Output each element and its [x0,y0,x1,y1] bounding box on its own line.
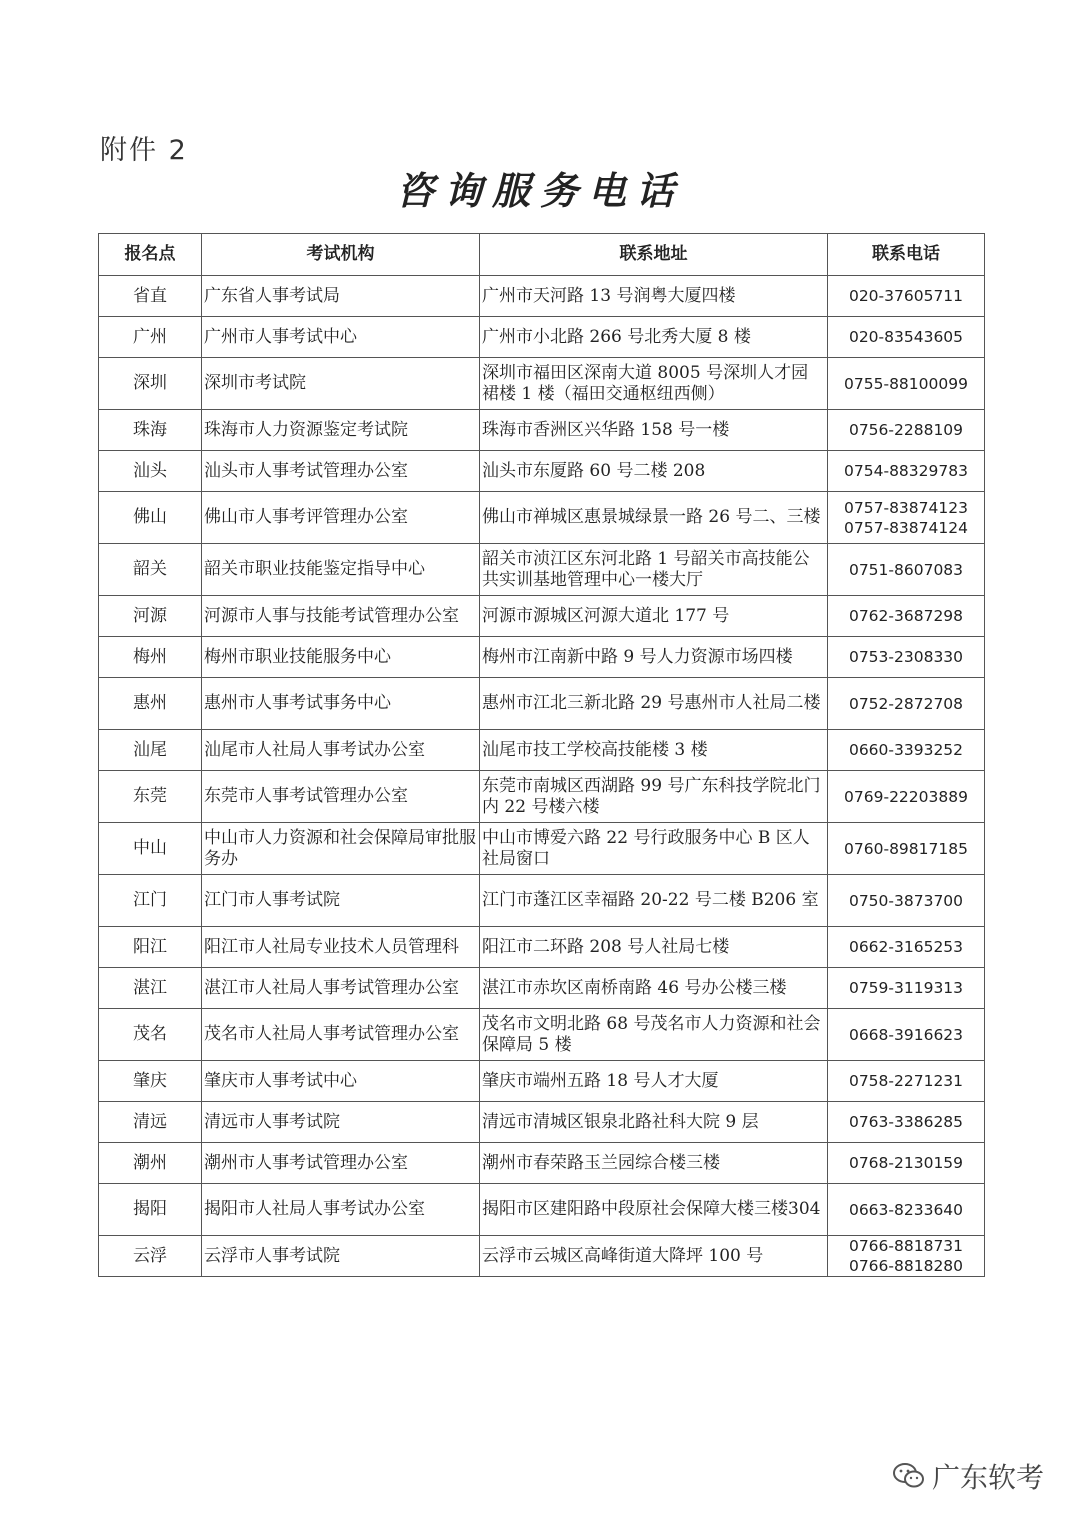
address-cell: 云浮市云城区高峰街道大降坪 100 号 [480,1236,828,1277]
address-cell: 湛江市赤坎区南桥南路 46 号办公楼三楼 [480,968,828,1009]
table-row [99,317,985,358]
address-cell: 肇庆市端州五路 18 号人才大厦 [480,1061,828,1102]
org-cell: 肇庆市人事考试中心 [202,1061,480,1102]
city-cell: 中山 [99,823,202,875]
org-cell: 揭阳市人社局人事考试办公室 [202,1184,480,1236]
address-cell: 汕尾市技工学校高技能楼 3 楼 [480,730,828,771]
table-row [99,1236,985,1277]
table-row [99,1184,985,1236]
table-row [99,451,985,492]
city-cell: 广州 [99,317,202,358]
org-cell: 惠州市人事考试事务中心 [202,678,480,730]
table-header-row [99,234,985,276]
table-row [99,875,985,927]
address-cell: 东莞市南城区西湖路 99 号广东科技学院北门内 22 号楼六楼 [480,771,828,823]
city-cell: 清远 [99,1102,202,1143]
city-cell: 江门 [99,875,202,927]
table-row [99,927,985,968]
city-cell: 省直 [99,276,202,317]
org-cell: 湛江市人社局人事考试管理办公室 [202,968,480,1009]
address-cell: 佛山市禅城区惠景城绿景一路 26 号二、三楼 [480,492,828,544]
org-cell: 珠海市人力资源鉴定考试院 [202,410,480,451]
table-row [99,492,985,544]
header-city: 报名点 [99,234,202,276]
phone-cell: 0751-8607083 [828,544,985,596]
city-cell: 汕尾 [99,730,202,771]
address-cell: 河源市源城区河源大道北 177 号 [480,596,828,637]
city-cell: 茂名 [99,1009,202,1061]
table-row [99,730,985,771]
org-cell: 清远市人事考试院 [202,1102,480,1143]
city-cell: 惠州 [99,678,202,730]
city-cell: 阳江 [99,927,202,968]
table-row [99,276,985,317]
org-cell: 阳江市人社局专业技术人员管理科 [202,927,480,968]
table-row [99,637,985,678]
org-cell: 潮州市人事考试管理办公室 [202,1143,480,1184]
wechat-icon [892,1461,926,1491]
city-cell: 湛江 [99,968,202,1009]
table-row [99,1102,985,1143]
header-address: 联系地址 [480,234,828,276]
phone-cell: 0750-3873700 [828,875,985,927]
watermark-text: 广东软考 [931,1461,1044,1494]
header-org: 考试机构 [202,234,480,276]
address-cell: 广州市小北路 266 号北秀大厦 8 楼 [480,317,828,358]
phone-cell: 0663-8233640 [828,1184,985,1236]
city-cell: 深圳 [99,358,202,410]
city-cell: 肇庆 [99,1061,202,1102]
phone-cell: 0769-22203889 [828,771,985,823]
city-cell: 潮州 [99,1143,202,1184]
table-row [99,1009,985,1061]
address-cell: 汕头市东厦路 60 号二楼 208 [480,451,828,492]
org-cell: 广州市人事考试中心 [202,317,480,358]
org-cell: 云浮市人事考试院 [202,1236,480,1277]
address-cell: 江门市蓬江区幸福路 20-22 号二楼 B206 室 [480,875,828,927]
org-cell: 佛山市人事考评管理办公室 [202,492,480,544]
header-phone: 联系电话 [828,234,985,276]
phone-cell: 0756-2288109 [828,410,985,451]
org-cell: 广东省人事考试局 [202,276,480,317]
phone-cell: 0763-3386285 [828,1102,985,1143]
phone-cell: 0662-3165253 [828,927,985,968]
table-body [99,276,985,1277]
attachment-label: 附件 2 [100,135,188,166]
org-cell: 深圳市考试院 [202,358,480,410]
city-cell: 梅州 [99,637,202,678]
phone-cell: 0758-2271231 [828,1061,985,1102]
org-cell: 汕尾市人社局人事考试办公室 [202,730,480,771]
address-cell: 韶关市浈江区东河北路 1 号韶关市高技能公共实训基地管理中心一楼大厅 [480,544,828,596]
table-row [99,544,985,596]
address-cell: 深圳市福田区深南大道 8005 号深圳人才园裙楼 1 楼（福田交通枢纽西侧） [480,358,828,410]
table-row [99,1143,985,1184]
city-cell: 河源 [99,596,202,637]
org-cell: 汕头市人事考试管理办公室 [202,451,480,492]
city-cell: 汕头 [99,451,202,492]
address-cell: 中山市博爱六路 22 号行政服务中心 B 区人社局窗口 [480,823,828,875]
org-cell: 茂名市人社局人事考试管理办公室 [202,1009,480,1061]
table-row [99,1061,985,1102]
table-row [99,678,985,730]
city-cell: 珠海 [99,410,202,451]
phone-cell: 0759-3119313 [828,968,985,1009]
phone-cell: 0768-2130159 [828,1143,985,1184]
watermark [892,1456,1044,1496]
address-cell: 揭阳市区建阳路中段原社会保障大楼三楼304 [480,1184,828,1236]
phone-cell: 0757-83874123 0757-83874124 [828,492,985,544]
contact-table [98,233,985,1277]
city-cell: 佛山 [99,492,202,544]
address-cell: 珠海市香洲区兴华路 158 号一楼 [480,410,828,451]
table-row [99,596,985,637]
org-cell: 韶关市职业技能鉴定指导中心 [202,544,480,596]
phone-cell: 0752-2872708 [828,678,985,730]
org-cell: 梅州市职业技能服务中心 [202,637,480,678]
table-row [99,771,985,823]
table-row [99,358,985,410]
table-row [99,410,985,451]
address-cell: 潮州市春荣路玉兰园综合楼三楼 [480,1143,828,1184]
address-cell: 阳江市二环路 208 号人社局七楼 [480,927,828,968]
phone-cell: 0753-2308330 [828,637,985,678]
city-cell: 东莞 [99,771,202,823]
phone-cell: 0660-3393252 [828,730,985,771]
phone-cell: 0766-8818731 0766-8818280 [828,1236,985,1277]
phone-cell: 0762-3687298 [828,596,985,637]
org-cell: 河源市人事与技能考试管理办公室 [202,596,480,637]
org-cell: 东莞市人事考试管理办公室 [202,771,480,823]
phone-cell: 020-37605711 [828,276,985,317]
page-title: 咨询服务电话 [395,168,684,213]
table-row [99,968,985,1009]
org-cell: 中山市人力资源和社会保障局审批服务办 [202,823,480,875]
table-row [99,823,985,875]
address-cell: 清远市清城区银泉北路社科大院 9 层 [480,1102,828,1143]
address-cell: 茂名市文明北路 68 号茂名市人力资源和社会保障局 5 楼 [480,1009,828,1061]
phone-cell: 0755-88100099 [828,358,985,410]
org-cell: 江门市人事考试院 [202,875,480,927]
phone-cell: 020-83543605 [828,317,985,358]
city-cell: 云浮 [99,1236,202,1277]
address-cell: 惠州市江北三新北路 29 号惠州市人社局二楼 [480,678,828,730]
city-cell: 揭阳 [99,1184,202,1236]
city-cell: 韶关 [99,544,202,596]
address-cell: 广州市天河路 13 号润粤大厦四楼 [480,276,828,317]
phone-cell: 0668-3916623 [828,1009,985,1061]
phone-cell: 0754-88329783 [828,451,985,492]
phone-cell: 0760-89817185 [828,823,985,875]
address-cell: 梅州市江南新中路 9 号人力资源市场四楼 [480,637,828,678]
